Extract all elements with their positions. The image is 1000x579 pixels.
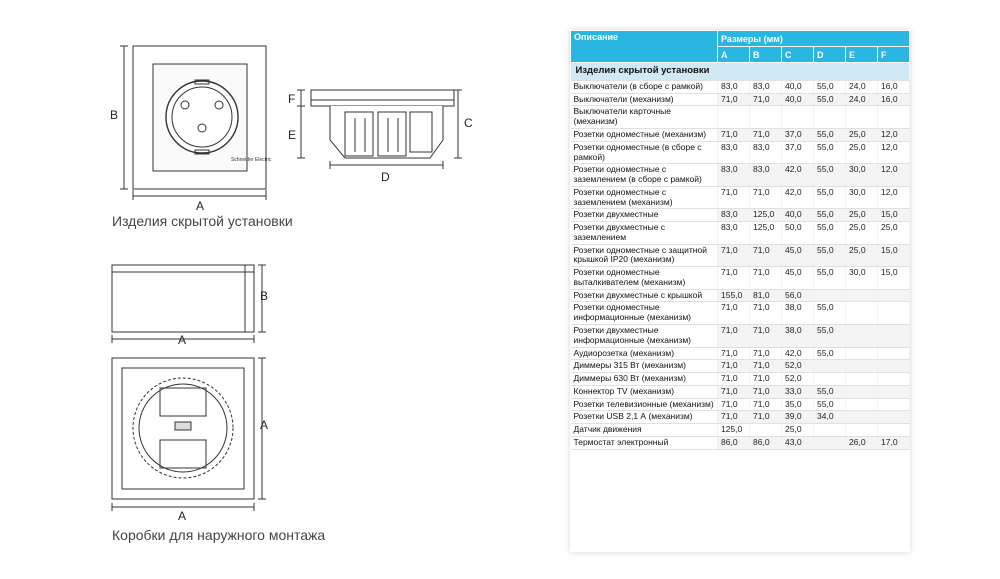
cell-d: 55,0 (814, 93, 846, 106)
cell-c: 43,0 (782, 436, 814, 449)
cell-e (846, 302, 878, 325)
row-description: Аудиорозетка (механизм) (571, 347, 718, 360)
table-row (571, 106, 910, 129)
cell-d (814, 436, 846, 449)
cell-b: 86,0 (750, 436, 782, 449)
cell-c: 35,0 (782, 398, 814, 411)
cell-e (846, 411, 878, 424)
table-row (571, 436, 910, 449)
cell-f: 12,0 (878, 141, 910, 164)
cell-f (878, 373, 910, 386)
row-description: Выключатели карточные (механизм) (571, 106, 718, 129)
table-row (571, 411, 910, 424)
cell-d (814, 360, 846, 373)
cell-a: 71,0 (718, 325, 750, 348)
cell-d: 55,0 (814, 164, 846, 187)
cell-b: 125,0 (750, 209, 782, 222)
row-description: Розетки одноместные (механизм) (571, 128, 718, 141)
box-front-drawing (112, 358, 269, 511)
cell-c: 52,0 (782, 373, 814, 386)
cell-c: 40,0 (782, 93, 814, 106)
cell-f (878, 106, 910, 129)
cell-b: 83,0 (750, 164, 782, 187)
cell-b: 83,0 (750, 80, 782, 93)
cell-e (846, 325, 878, 348)
cell-a: 71,0 (718, 93, 750, 106)
cell-b (750, 106, 782, 129)
cell-a: 71,0 (718, 398, 750, 411)
cell-c: 37,0 (782, 128, 814, 141)
cell-d: 55,0 (814, 385, 846, 398)
cell-c: 42,0 (782, 164, 814, 187)
cell-f: 12,0 (878, 164, 910, 187)
table-row (571, 141, 910, 164)
cell-e (846, 424, 878, 437)
row-description: Розетки двухместные с заземлением (571, 222, 718, 245)
box-side-drawing (112, 265, 269, 343)
cell-a: 83,0 (718, 141, 750, 164)
cell-b: 71,0 (750, 385, 782, 398)
header-description: Описание (571, 31, 718, 63)
cell-c: 38,0 (782, 302, 814, 325)
cell-e (846, 373, 878, 386)
table-row (571, 347, 910, 360)
dim-socket-a: A (196, 199, 205, 213)
table-row (571, 93, 910, 106)
cell-f (878, 385, 910, 398)
cell-a: 83,0 (718, 164, 750, 187)
row-description: Розетки одноместные с заземлением (механизм) (571, 186, 718, 209)
row-description: Выключатели (в сборе с рамкой) (571, 80, 718, 93)
cell-f: 25,0 (878, 222, 910, 245)
socket-logo (231, 157, 272, 163)
cell-e (846, 289, 878, 302)
cell-a: 71,0 (718, 244, 750, 267)
cell-b: 71,0 (750, 128, 782, 141)
dim-side-d: D (381, 170, 390, 184)
cell-d (814, 289, 846, 302)
cell-e: 30,0 (846, 186, 878, 209)
cell-f: 16,0 (878, 93, 910, 106)
cell-a: 71,0 (718, 267, 750, 290)
cell-b: 71,0 (750, 267, 782, 290)
cell-c: 56,0 (782, 289, 814, 302)
cell-c (782, 106, 814, 129)
row-description: Термостат электронный (571, 436, 718, 449)
table-row (571, 80, 910, 93)
cell-f: 12,0 (878, 128, 910, 141)
cell-d (814, 424, 846, 437)
cell-c: 39,0 (782, 411, 814, 424)
cell-d (814, 373, 846, 386)
row-description: Розетки двухместные информационные (механизм) (571, 325, 718, 348)
cell-e: 25,0 (846, 244, 878, 267)
cell-c: 33,0 (782, 385, 814, 398)
cell-a: 71,0 (718, 411, 750, 424)
cell-b: 71,0 (750, 373, 782, 386)
cell-a: 71,0 (718, 360, 750, 373)
cell-d: 55,0 (814, 128, 846, 141)
cell-f (878, 360, 910, 373)
cell-a: 71,0 (718, 186, 750, 209)
cell-f: 16,0 (878, 80, 910, 93)
socket-logo-text: Schneider Electric (231, 157, 272, 163)
header-col-d: D (814, 47, 846, 63)
cell-a: 83,0 (718, 80, 750, 93)
section-row (571, 63, 910, 81)
cell-b: 71,0 (750, 93, 782, 106)
cell-e: 24,0 (846, 80, 878, 93)
cell-d: 55,0 (814, 244, 846, 267)
cell-b: 71,0 (750, 411, 782, 424)
cell-f (878, 411, 910, 424)
row-description: Розетки одноместные с заземлением (в сборе с рамкой) (571, 164, 718, 187)
cell-e: 30,0 (846, 267, 878, 290)
cell-a: 71,0 (718, 347, 750, 360)
header-sizes: Размеры (мм) (718, 31, 910, 47)
cell-f (878, 289, 910, 302)
dim-side-e: E (288, 128, 297, 142)
table-row (571, 222, 910, 245)
cell-f (878, 347, 910, 360)
cell-a: 71,0 (718, 128, 750, 141)
cell-d (814, 106, 846, 129)
cell-f: 15,0 (878, 244, 910, 267)
cell-b: 71,0 (750, 347, 782, 360)
header-col-f: F (878, 47, 910, 63)
cell-a: 125,0 (718, 424, 750, 437)
cell-f: 15,0 (878, 267, 910, 290)
cell-c: 37,0 (782, 141, 814, 164)
cell-b: 71,0 (750, 302, 782, 325)
cell-d: 55,0 (814, 325, 846, 348)
table-row (571, 424, 910, 437)
cell-b: 71,0 (750, 360, 782, 373)
dim-box-a-height: A (260, 418, 269, 432)
table-row (571, 186, 910, 209)
row-description: Розетки телевизионные (механизм) (571, 398, 718, 411)
cell-c: 42,0 (782, 186, 814, 209)
cell-c: 45,0 (782, 267, 814, 290)
cell-c: 40,0 (782, 209, 814, 222)
cell-a: 71,0 (718, 373, 750, 386)
dim-side-c: C (464, 116, 473, 130)
dim-box-a-side: A (178, 333, 187, 347)
dim-box-a-width: A (178, 509, 187, 523)
cell-c: 25,0 (782, 424, 814, 437)
table-row (571, 360, 910, 373)
header-col-e: E (846, 47, 878, 63)
table-row (571, 164, 910, 187)
cell-d: 55,0 (814, 209, 846, 222)
cell-d: 55,0 (814, 222, 846, 245)
cell-c: 50,0 (782, 222, 814, 245)
cell-e (846, 398, 878, 411)
cell-d: 55,0 (814, 80, 846, 93)
cell-e (846, 385, 878, 398)
side-view-drawing (297, 90, 462, 169)
row-description: Розетки USB 2,1 А (механизм) (571, 411, 718, 424)
cell-c: 45,0 (782, 244, 814, 267)
cell-c: 38,0 (782, 325, 814, 348)
dim-socket-b: B (110, 108, 119, 122)
cell-c: 52,0 (782, 360, 814, 373)
cell-a: 83,0 (718, 209, 750, 222)
row-description: Выключатели (механизм) (571, 93, 718, 106)
cell-b: 71,0 (750, 325, 782, 348)
table-row (571, 289, 910, 302)
cell-b: 71,0 (750, 398, 782, 411)
cell-a: 155,0 (718, 289, 750, 302)
cell-b (750, 424, 782, 437)
cell-b: 83,0 (750, 141, 782, 164)
cell-e: 25,0 (846, 209, 878, 222)
cell-e: 26,0 (846, 436, 878, 449)
table-row (571, 373, 910, 386)
cell-d: 55,0 (814, 186, 846, 209)
cell-a: 83,0 (718, 222, 750, 245)
cell-e (846, 347, 878, 360)
caption-surface-boxes: Коробки для наружного монтажа (112, 527, 326, 543)
socket-front-drawing (120, 46, 266, 200)
cell-b: 71,0 (750, 186, 782, 209)
table-row (571, 128, 910, 141)
dim-box-b: B (260, 289, 269, 303)
row-description: Розетки одноместные информационные (механизм) (571, 302, 718, 325)
cell-d: 55,0 (814, 267, 846, 290)
cell-f: 12,0 (878, 186, 910, 209)
row-description: Розетки одноместные выталкивателем (механизм) (571, 267, 718, 290)
cell-d: 55,0 (814, 347, 846, 360)
cell-d: 55,0 (814, 398, 846, 411)
cell-a: 71,0 (718, 302, 750, 325)
row-description: Розетки двухместные (571, 209, 718, 222)
cell-e: 25,0 (846, 128, 878, 141)
cell-a: 71,0 (718, 385, 750, 398)
cell-f (878, 398, 910, 411)
table-row (571, 385, 910, 398)
cell-b: 71,0 (750, 244, 782, 267)
table-row (571, 267, 910, 290)
cell-d: 55,0 (814, 302, 846, 325)
dimensions-table (570, 30, 910, 450)
cell-d: 34,0 (814, 411, 846, 424)
cell-b: 81,0 (750, 289, 782, 302)
cell-f (878, 302, 910, 325)
cell-e: 24,0 (846, 93, 878, 106)
cell-c: 40,0 (782, 80, 814, 93)
row-description: Диммеры 630 Вт (механизм) (571, 373, 718, 386)
cell-e (846, 360, 878, 373)
header-col-a: A (718, 47, 750, 63)
header-col-c: C (782, 47, 814, 63)
row-description: Розетки двухместные с крышкой (571, 289, 718, 302)
cell-e: 30,0 (846, 164, 878, 187)
cell-f: 15,0 (878, 209, 910, 222)
row-description: Диммеры 315 Вт (механизм) (571, 360, 718, 373)
cell-e (846, 106, 878, 129)
cell-d: 55,0 (814, 141, 846, 164)
table-row (571, 302, 910, 325)
cell-f (878, 325, 910, 348)
cell-a: 86,0 (718, 436, 750, 449)
dim-side-f: F (288, 92, 296, 106)
table-body (571, 63, 910, 450)
row-description: Датчик движения (571, 424, 718, 437)
table-header-row (571, 31, 910, 47)
dimensions-table-panel (570, 30, 910, 552)
cell-e: 25,0 (846, 141, 878, 164)
cell-b: 125,0 (750, 222, 782, 245)
cell-c: 42,0 (782, 347, 814, 360)
row-description: Розетки одноместные с защитной крышкой IP20 (механизм) (571, 244, 718, 267)
cell-f (878, 424, 910, 437)
table-row (571, 398, 910, 411)
row-description: Розетки одноместные (в сборе с рамкой) (571, 141, 718, 164)
cell-a (718, 106, 750, 129)
row-description: Коннектор TV (механизм) (571, 385, 718, 398)
caption-flush-mount: Изделия скрытой установки (112, 213, 293, 229)
header-col-b: B (750, 47, 782, 63)
section-title: Изделия скрытой установки (571, 63, 910, 81)
table-row (571, 325, 910, 348)
table-row (571, 209, 910, 222)
table-row (571, 244, 910, 267)
cell-f: 17,0 (878, 436, 910, 449)
cell-e: 25,0 (846, 222, 878, 245)
